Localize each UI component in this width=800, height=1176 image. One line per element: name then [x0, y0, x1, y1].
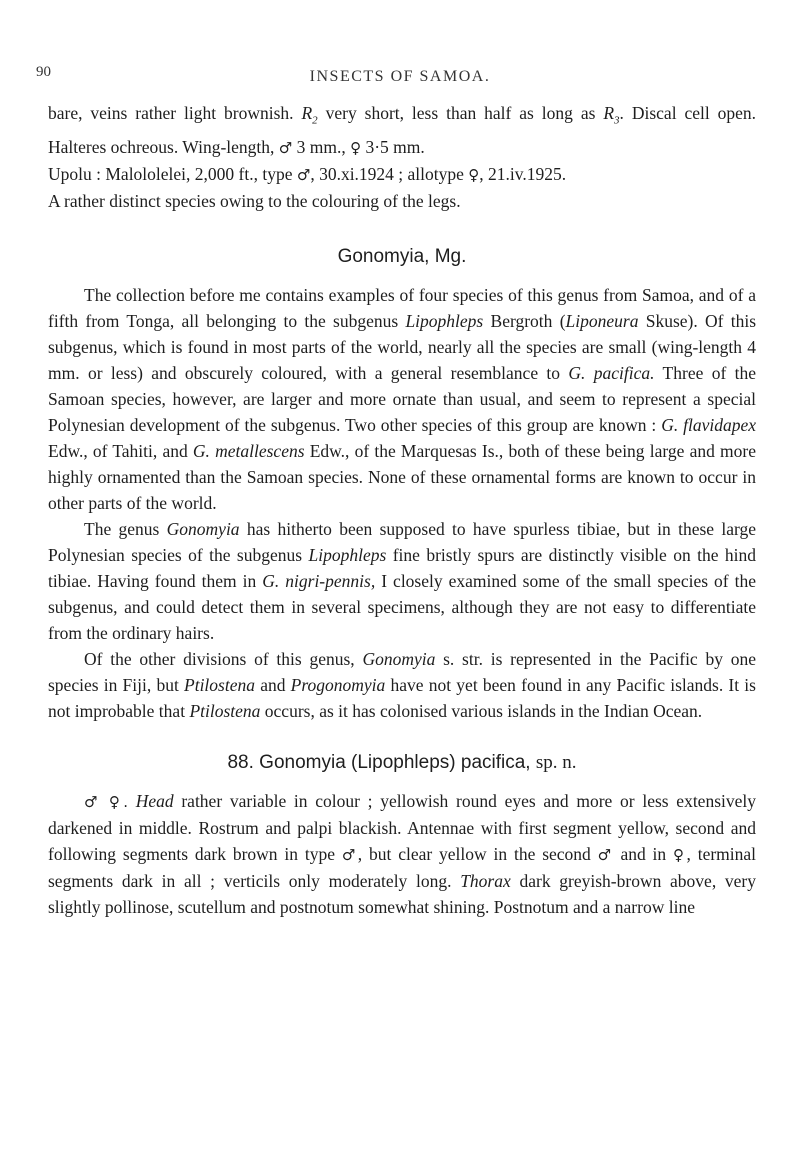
section-paragraph-2: The genus Gonomyia has hitherto been supposed to have spurless tibiae, but in these large Polynesian species of the subgenus Lipophleps fine bristly spurs are distinctly visible on the hind tibiae. Having found them in G. nigri-pennis, I closely examined some of the small species of the subgenus, and could detect them in several specimens, although they are not easy to differentiate from the ordinary hairs.	[48, 518, 757, 643]
intro-paragraph-1: bare, veins rather light brownish. $R_2$ very short, less than half as long as $R_3$. Discal cell open. Halteres ochreous. Wing-length, ♂ 3 mm., ♀ 3·5 mm.	[48, 103, 757, 157]
sex-symbols: ♂ ♀.	[84, 792, 128, 811]
section-heading: Gonomyia, Mg.	[337, 245, 467, 267]
species-description: ♂ ♀. Head rather variable in colour ; yellowish round eyes and more or less extensively darkened in middle. Rostrum and palpi blackish. Antennae with first segment yellow, second and following segments dark brown in type ♂, but clear yellow in the second ♂ and in ♀, terminal segments dark in all ; verticils only moderately long. Thorax dark greyish-brown above, very slightly pollinose, scutellum and postnotum somewhat shining. Postnotum and a narrow line	[48, 790, 757, 917]
running-title: INSECTS OF SAMOA.	[309, 68, 491, 85]
section-paragraph-3: Of the other divisions of this genus, Gonomyia s. str. is represented in the Pacific by one species in Fiji, but Ptilostena and Progonomyia have not yet been found in any Pacific islands. It is not improbable that Ptilostena occurs, as it has colonised various islands in the Indian Ocean.	[48, 648, 756, 721]
page-number: 90	[36, 64, 51, 80]
male-symbol: ♂	[278, 138, 293, 157]
body-text	[48, 100, 756, 920]
female-symbol: ♀	[350, 138, 362, 157]
section-paragraph-1: The collection before me contains examples of four species of this genus from Samoa, and of a fifth from Tonga, all belonging to the subgenus Lipophleps Bergroth (Liponeura Skuse). Of this subgenus, which is found in most parts of the world, nearly all the species are small (wing-length 4 mm. or less) and obscurely coloured, with a general resemblance to G. pacifica. Three of the Samoan species, however, are larger and more ornate than usual, and seem to represent a special Polynesian development of the subgenus. Two other species of this group are known : G. flavidapex Edw., of Tahiti, and G. metallescens Edw., of the Marquesas Is., both of these being large and more highly ornamented than the Samoan species. None of these ornamental forms are known to occur in other parts of the world.	[48, 284, 757, 513]
intro-paragraph-2: Upolu : Malololelei, 2,000 ft., type ♂, 30.xi.1924 ; allotype ♀, 21.iv.1925.	[48, 163, 567, 184]
species-heading: 88. Gonomyia (Lipophleps) pacifica, sp. n.	[227, 751, 577, 773]
intro-paragraph-3: A rather distinct species owing to the colouring of the legs.	[48, 190, 461, 211]
